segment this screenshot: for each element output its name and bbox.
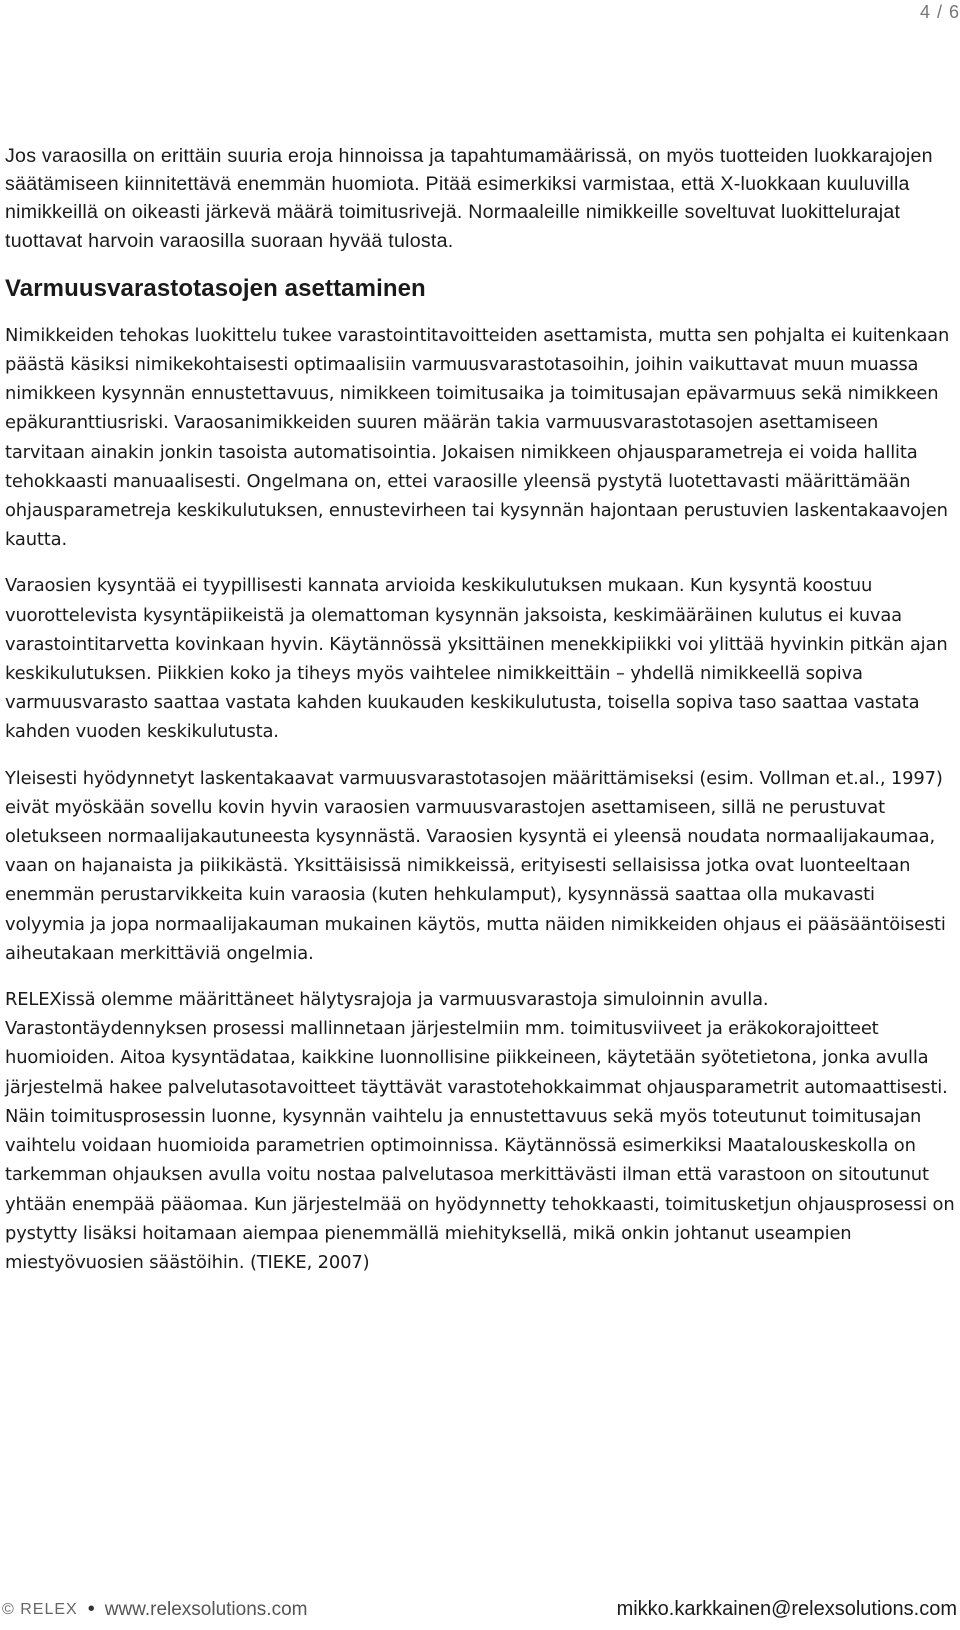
- email-link[interactable]: mikko.karkkainen@relexsolutions.com: [616, 1598, 957, 1620]
- body-paragraph-1: Nimikkeiden tehokas luokittelu tukee varastointitavoitteiden asettamista, mutta sen pohjalta ei kuitenkaan päästä käsiksi nimikekohtaisesti optimaalisiin varmuusvarastotasoihin, joihin vaikuttavat muun muassa nimikkeen kysynnän ennustettavuus, nimikkeen toimitusaika ja toimitusajan epävarmuus sekä nimikkeen epäkuranttiusriski. Varaosanimikkeiden suuren määrän takia varmuusvarastotasojen asettamiseen tarvitaan ainakin jonkin tasoista automatisointia. Jokaisen nimikkeen ohjausparametreja ei voida hallita tehokkaasti manuaalisesti. Ongelmana on, ettei varaosille yleensä pystytä luotettavasti määrittämään ohjausparametreja keskikulutuksen, ennustevirheen tai kysynnän hajontaan perustuvien laskentakaavojen kautta.: [5, 324, 950, 551]
- footer-left: [2, 1598, 307, 1621]
- body-paragraph-2: Varaosien kysyntää ei tyypillisesti kannata arvioida keskikulutuksen mukaan. Kun kysyntä koostuu vuorottelevista kysyntäpiikeistä ja olemattoman kysynnän jaksoista, keskimääräinen kulutus ei kuvaa varastointitarvetta kovinkaan hyvin. Käytännössä yksittäinen menekkipiikki voi ylittää hyvinkin pitkän ajan keskikulutuksen. Piikkien koko ja tiheys myös vaihtelee nimikkeittäin – yhdellä nimikkeellä sopiva varmuusvarasto saattaa vastata kahden kuukauden keskikulutusta, toisella sopiva taso saattaa vastata kahden vuoden keskikulutusta.: [5, 575, 948, 743]
- intro-paragraph: Jos varaosilla on erittäin suuria eroja hinnoissa ja tapahtumamäärissä, on myös tuotteiden luokkarajojen säätämiseen kiinnitettävä enemmän huomiota. Pitää esimerkiksi varmistaa, että X-luokkaan kuuluvilla nimikkeillä on oikeasti järkevä määrä toimitusrivejä. Normaaleille nimikkeille soveltuvat luokittelurajat tuottavat harvoin varaosilla suoraan hyvää tulosta.: [5, 145, 933, 252]
- body-paragraph-4: RELEXissä olemme määrittäneet hälytysrajoja ja varmuusvarastoja simuloinnin avulla. Varastontäydennyksen prosessi mallinnetaan järjestelmiin mm. toimitusviiveet ja eräkokorajoitteet huomioiden. Aitoa kysyntädataa, kaikkine luonnollisine piikkeineen, käytetään syötetietona, jonka avulla järjestelmä hakee palvelutasotavoitteet täyttävät varastotehokkaimmat ohjausparametrit automaattisesti. Näin toimitusprosessin luonne, kysynnän vaihtelu ja ennustettavuus sekä myös toteutunut toimitusajan vaihtelu voidaan huomioida parametrien optimoinnissa. Käytännössä esimerkiksi Maatalouskeskolla on tarkemman ohjauksen avulla voitu nostaa palvelutasoa merkittävästi ilman että varastoon on sitoutunut yhtään enempää pääomaa. Kun järjestelmää on hyödynnetty tehokkaasti, toimitusketjun ohjausprosessi on pystytty lisäksi hoitamaan aiempaa pienemmällä miehityksellä, mikä onkin johtanut useampien miestyövuosien säästöihin. (TIEKE, 2007): [5, 989, 955, 1273]
- body-paragraph-3: Yleisesti hyödynnetyt laskentakaavat varmuusvarastotasojen määrittämiseksi (esim. Vollman et.al., 1997) eivät myöskään sovellu kovin hyvin varaosien varmuusvarastojen asettamiseen, sillä ne perustuvat oletukseen normaalijakautuneesta kysynnästä. Varaosien kysyntä ei yleensä noudata normaalijakaumaa, vaan on hajanaista ja piikikästä. Yksittäisissä nimikkeissä, erityisesti sellaisissa jotka ovat luonteeltaan enemmän perustarvikkeita kuin varaosia (kuten hehkulamput), kysynnässä saattaa olla mukavasti volyymia ja jopa normaalijakauman mukainen käytös, mutta näiden nimikkeiden ohjaus ei pääsääntöisesti aiheutakaan merkittäviä ongelmia.: [5, 767, 946, 964]
- copyright-text: © RELEX: [2, 1600, 78, 1618]
- website-link[interactable]: www.relexsolutions.com: [104, 1598, 308, 1620]
- bullet-separator: •: [87, 1598, 95, 1620]
- document-body: [5, 142, 957, 1277]
- page-number: 4 / 6: [919, 2, 960, 22]
- section-heading: Varmuusvarastotasojen asettaminen: [5, 274, 426, 302]
- page-footer: [0, 1598, 960, 1624]
